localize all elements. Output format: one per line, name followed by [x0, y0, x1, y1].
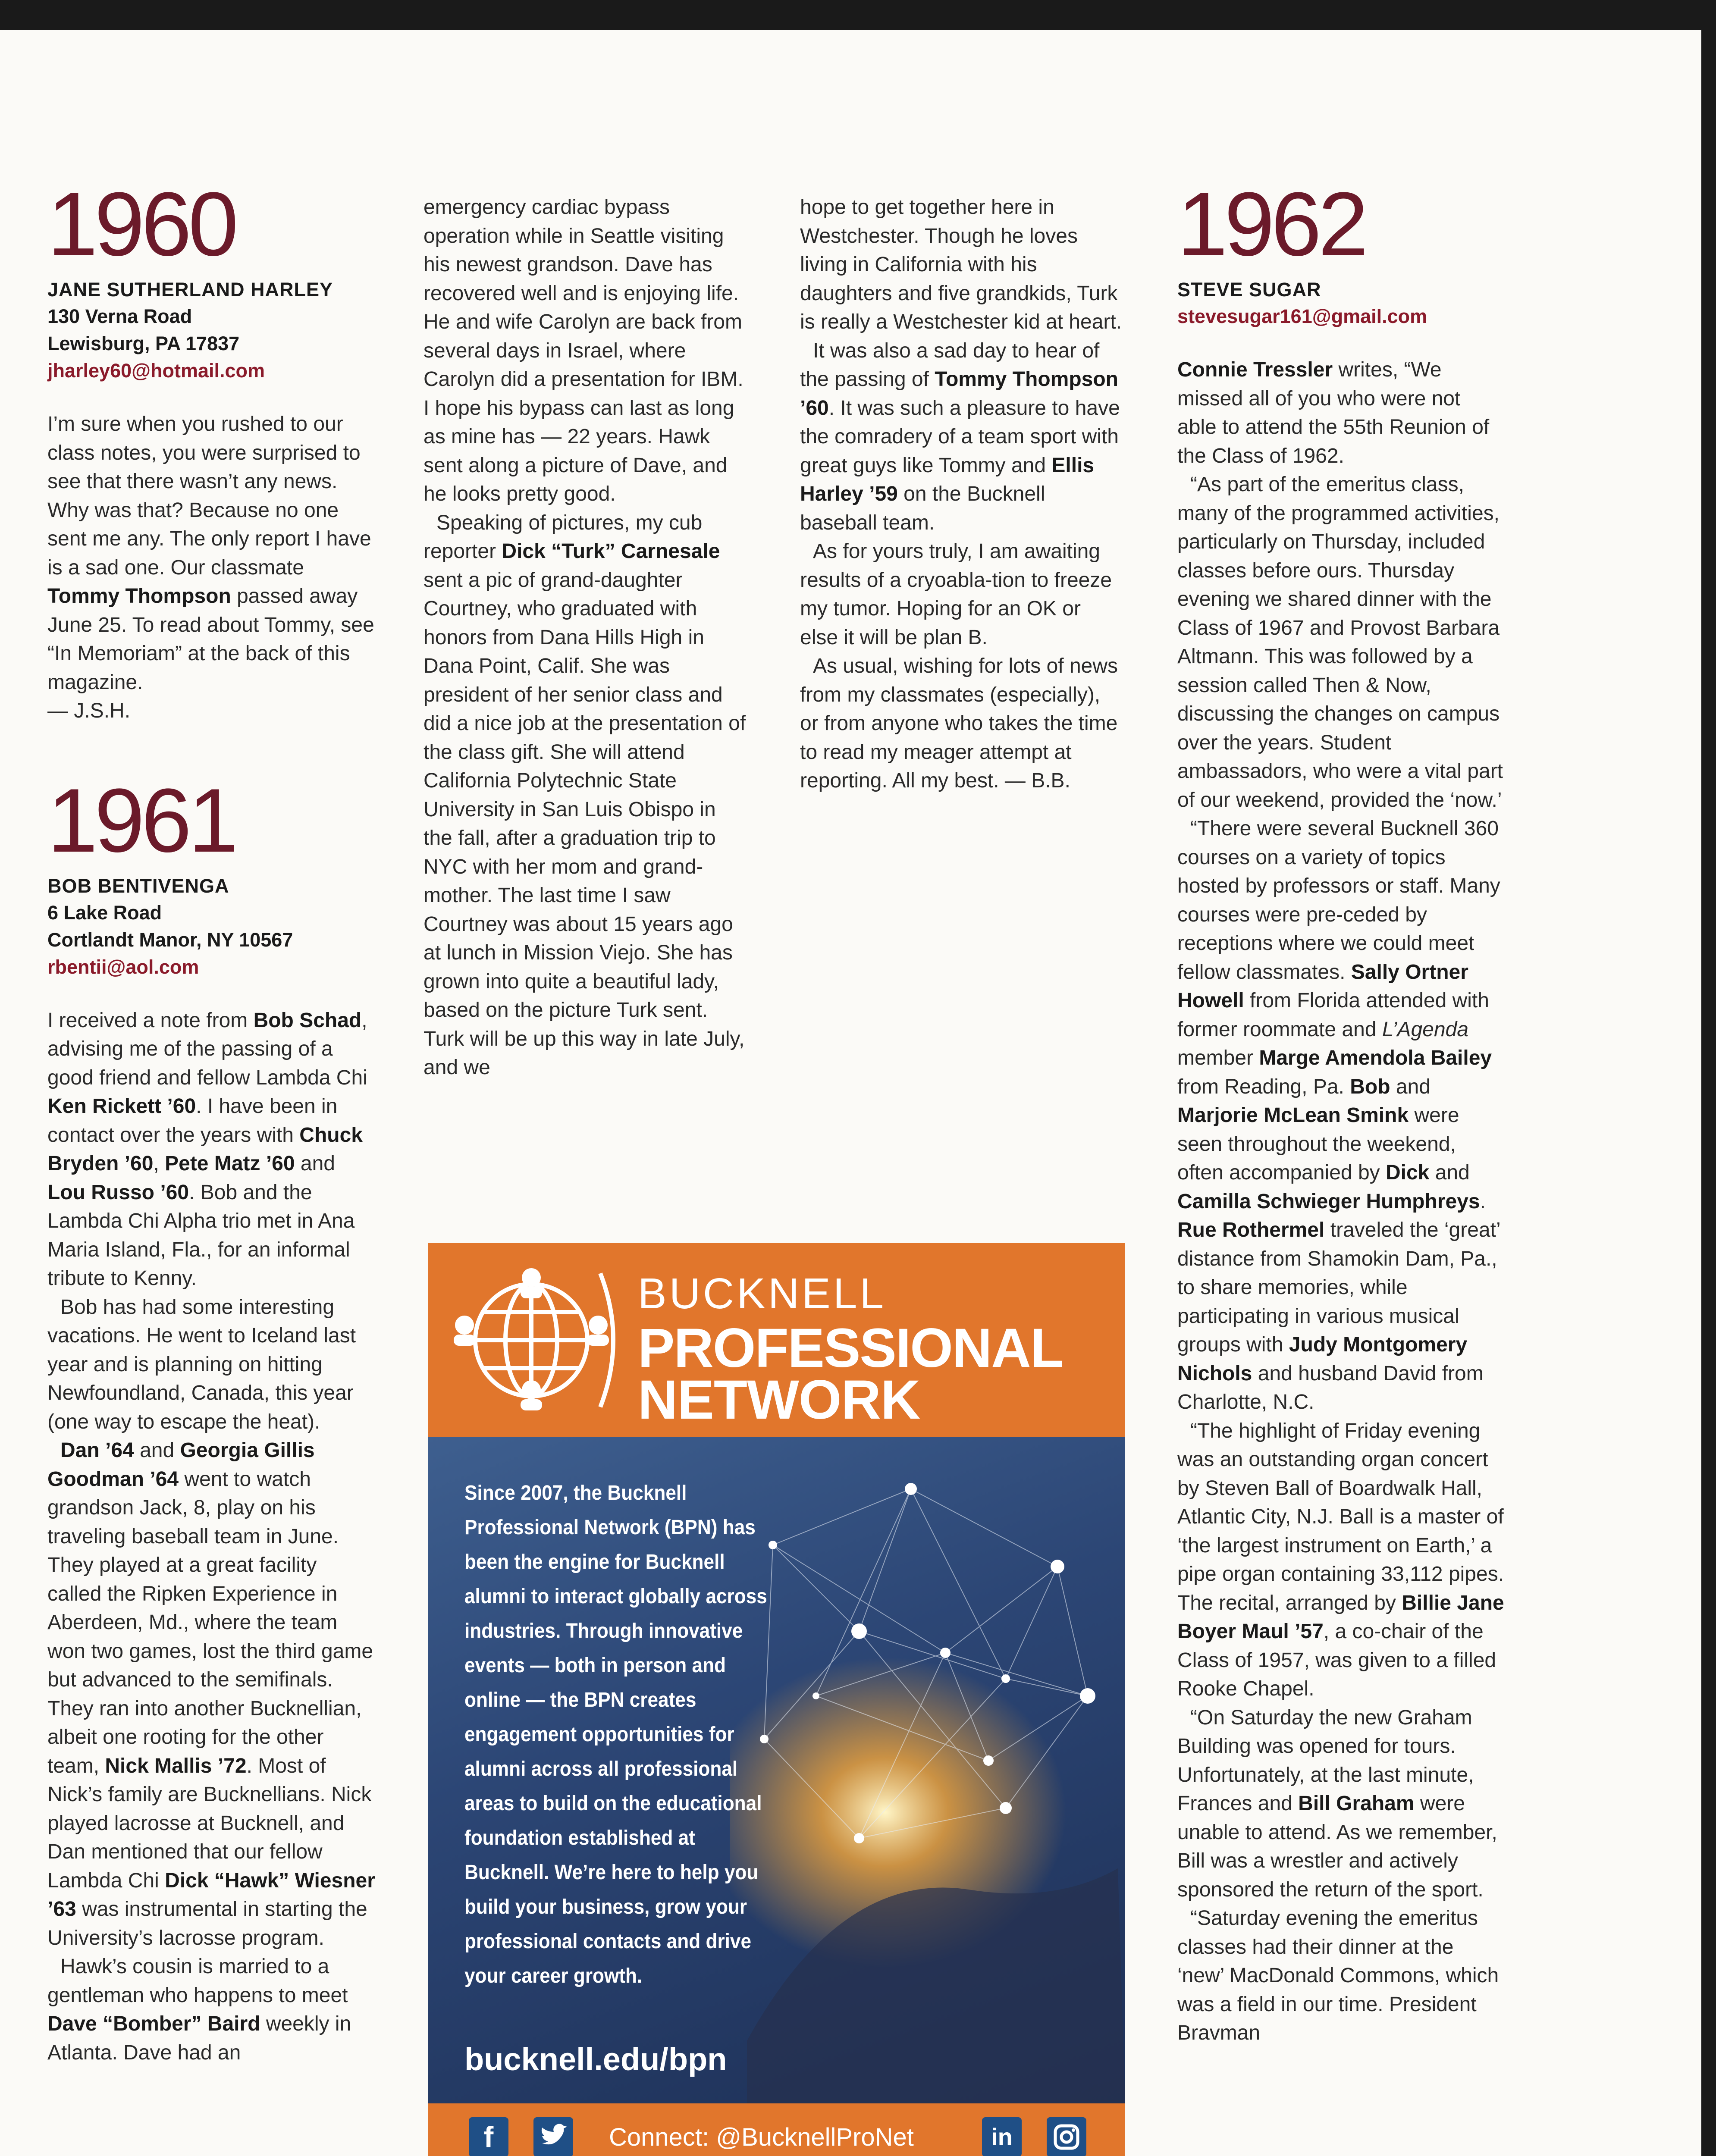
twitter-icon[interactable]	[533, 2117, 573, 2156]
ad-url[interactable]: bucknell.edu/bpn	[464, 2041, 727, 2077]
paragraph: Connie Tressler writes, “We missed all of you who were not able to attend the 55th Reunion of the Class of 1962.	[1177, 358, 1490, 467]
connect-handle: Connect: @BucknellProNet	[609, 2123, 914, 2151]
paragraph: It was also a sad day to hear of the passing of Tommy Thompson ’60. It was such a pleasure to have the comradery of a team sport with great guys like Tommy and Ellis Harley ’59 on the Bucknell baseball team.	[800, 339, 1120, 534]
ad-brand-line1: BUCKNELL	[638, 1269, 886, 1318]
column-3	[800, 193, 1123, 796]
paragraph: Bob has had some interesting vacations. He went to Iceland last year and is planning on hitting Newfoundland, Canada, this year (one way to escape the heat).	[47, 1295, 356, 1433]
network-graphic	[730, 1437, 1125, 2103]
ad-copy: Since 2007, the Bucknell Professional Network (BPN) has been the engine for Bucknell alumni to interact globally across industries. Through innovative events — both in person and online — the BPN creates engagement opportunities for alumni across all professional areas to build on the educational foundation established at Bucknell. We’re here to help you build your business, grow your professional contacts and drive your career growth.	[464, 1482, 767, 1987]
paragraph: “Saturday evening the emeritus classes had their dinner at the ‘new’ MacDonald Commons, which was a field in our time. President Bravman	[1177, 1907, 1499, 2044]
reporter-address-line2: Cortlandt Manor, NY 10567	[47, 928, 293, 951]
facebook-icon[interactable]: f	[469, 2117, 508, 2156]
reporter-address-line1: 6 Lake Road	[47, 901, 162, 924]
paragraph: “On Saturday the new Graham Building was opened for tours. Unfortunately, at the last minute, Frances and Bill Graham were unable to attend. As we remember, Bill was a wrestler and actively sponsored the return of the sport.	[1177, 1706, 1497, 1901]
reporter-address-line2: Lewisburg, PA 17837	[47, 332, 240, 354]
paragraph: “The highlight of Friday evening was an outstanding organ concert by Steven Ball of Boardwalk Hall, Atlantic City, N.J. Ball is a master of ‘the largest instrument on Earth,’ a pipe organ containing 33,112 pipes. The recital, arranged by Billie Jane Boyer Maul ’57, a co-chair of the Class of 1957, was given to a filled Rooke Chapel.	[1177, 1419, 1504, 1700]
bpn-advertisement	[428, 1243, 1125, 2156]
class-reporter-name: JANE SUTHERLAND HARLEY	[47, 279, 333, 301]
reporter-email: rbentii@aol.com	[47, 956, 199, 978]
ad-brand-line3: NETWORK	[638, 1369, 920, 1431]
reporter-email: stevesugar161@gmail.com	[1177, 305, 1427, 327]
paragraph: emergency cardiac bypass operation while in Seattle visiting his newest grandson. Dave has recovered well and is enjoying life. He and wife Carolyn are back from several days in Israel, where Carolyn did a presentation for IBM. I hope his bypass can last as long as mine has — 22 years. Hawk sent along a picture of Dave, and he looks pretty good.	[424, 196, 743, 505]
ad-footer	[428, 2103, 1125, 2156]
ad-body	[428, 1437, 1125, 2103]
classmate-name: Tommy Thompson	[47, 585, 231, 608]
year-heading-1961: 1961	[47, 769, 235, 871]
year-heading-1960: 1960	[47, 173, 235, 275]
paragraph: I received a note from Bob Schad, advising me of the passing of a good friend and fellow Lambda Chi Ken Rickett ’60. I have been in contact over the years with Chuck Bryden ’60, Pete Matz ’60 and Lou Russo ’60. Bob and the Lambda Chi Alpha trio met in Ana Maria Island, Fla., for an informal tribute to Kenny.	[47, 1009, 367, 1290]
column-4	[1177, 173, 1505, 2048]
signature: — J.S.H.	[47, 699, 131, 722]
year-heading-1962: 1962	[1177, 173, 1365, 275]
globe-network-icon	[445, 1260, 626, 1420]
reporter-address-line1: 130 Verna Road	[47, 305, 192, 327]
column-2	[424, 193, 747, 1082]
paragraph: hope to get together here in Westchester. Though he loves living in California with his daughters and five grandkids, Turk is really a Westchester kid at heart.	[800, 196, 1122, 333]
instagram-icon[interactable]	[1047, 2117, 1086, 2156]
paragraph: “There were several Bucknell 360 courses on a variety of topics hosted by professors or staff. Many courses were pre-ceded by receptions where we could meet fellow classmates. Sally Ortner Howell from Florida attended with former roommate and L’Agenda member Marge Amendola Bailey from Reading, Pa. Bob and Marjorie McLean Smink were seen throughout the weekend, often accompanied by Dick and Camilla Schwieger Humphreys. Rue Rothermel traveled the ‘great’ distance from Shamokin Dam, Pa., to share memories, while participating in various musical groups with Judy Montgomery Nichols and husband David from Charlotte, N.C.	[1177, 817, 1500, 1413]
paragraph: Speaking of pictures, my cub reporter Dick “Turk” Carnesale sent a pic of grand-daughter Courtney, who graduated with honors from Dana Hills High in Dana Point, Calif. She was president of her senior class and did a nice job at the presentation of the class gift. She will attend California Polytechnic State University in San Luis Obispo in the fall, after a graduation trip to NYC with her mom and grand-mother. The last time I saw Courtney was about 15 years ago at lunch in Mission Viejo. She has grown into quite a beautiful lady, based on the picture Turk sent. Turk will be up this way in late July, and we	[424, 511, 746, 1079]
column-1	[47, 173, 375, 2067]
reporter-email: jharley60@hotmail.com	[47, 360, 265, 382]
class-reporter-name: STEVE SUGAR	[1177, 279, 1321, 301]
paragraph: Dan ’64 and Georgia Gillis Goodman ’64 went to watch grandson Jack, 8, play on his traveling baseball team in June. They played at a great facility called the Ripken Experience in Aberdeen, Md., where the team won two games, lost the third game but advanced to the semifinals. They ran into another Bucknellian, albeit one rooting for the other team, Nick Mallis ’72. Most of Nick’s family are Bucknellians. Nick played lacrosse at Bucknell, and Dan mentioned that our fellow Lambda Chi Dick “Hawk” Wiesner ’63 was instrumental in starting the University’s lacrosse program.	[47, 1439, 375, 1949]
paragraph: As for yours truly, I am awaiting results of a cryoabla-tion to freeze my tumor. Hoping for an OK or else it will be plan B.	[800, 540, 1112, 649]
paragraph: “As part of the emeritus class, many of the programmed activities, particularly on Thursday, included classes before ours. Thursday evening we shared dinner with the Class of 1967 and Provost Barbara Altmann. This was followed by a session called Then & Now, discussing the changes on campus over the years. Student ambassadors, who were a vital part of our weekend, provided the ‘now.’	[1177, 473, 1503, 812]
paragraph: Hawk’s cousin is married to a gentleman who happens to meet Dave “Bomber” Baird weekly in Atlanta. Dave had an	[47, 1955, 351, 2064]
linkedin-icon[interactable]: in	[982, 2117, 1022, 2156]
ad-header	[428, 1243, 1125, 1437]
paragraph: As usual, wishing for lots of news from my classmates (especially), or from anyone who takes the time to read my meager attempt at reporting. All my best. — B.B.	[800, 655, 1118, 792]
paragraph: I’m sure when you rushed to our class notes, you were surprised to see that there wasn’t any news. Why was that? Because no one sent me any. The only report I have is a sad one. Our classmate Tommy Thompson passed away June 25. To read about Tommy, see “In Memoriam” at the back of this magazine.	[47, 413, 374, 694]
class-reporter-name: BOB BENTIVENGA	[47, 874, 229, 897]
ad-brand-line2: PROFESSIONAL	[638, 1317, 1063, 1379]
